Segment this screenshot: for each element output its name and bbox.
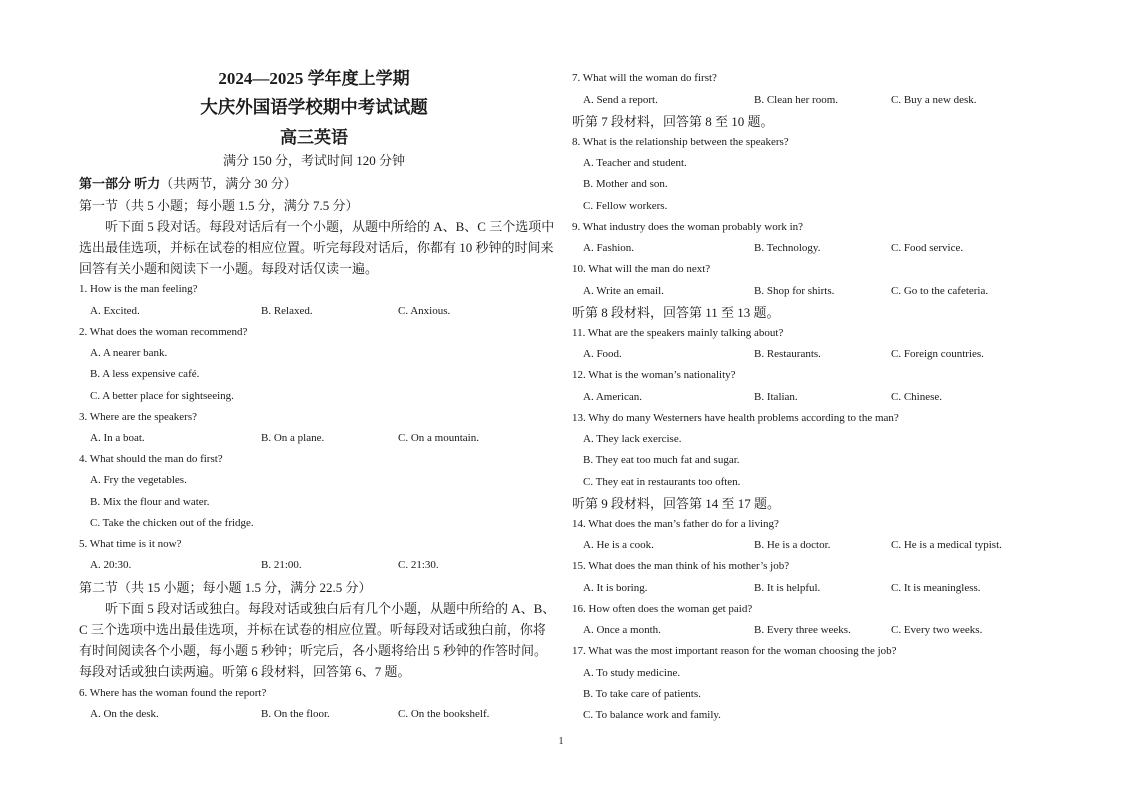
question-15-option-b: B. It is helpful. (754, 581, 821, 594)
question-12-option-c: C. Chinese. (891, 390, 943, 403)
question-14-options (572, 535, 1042, 556)
question-16-text: 16. How often does the woman get paid? (572, 602, 753, 615)
question-5-option-b: B. 21:00. (261, 559, 302, 572)
question-15-text: 15. What does the man think of his mother’s job? (572, 560, 790, 573)
question-6-option-a: A. On the desk. (90, 707, 159, 720)
question-8-option-b: B. Mother and son. (583, 178, 668, 191)
question-17-text: 17. What was the most important reason for the woman choosing the job? (572, 645, 897, 658)
part1-note: （共两节，满分 30 分） (160, 176, 297, 192)
question-13-option-c: C. They eat in restaurants too often. (583, 475, 741, 488)
question-3-option-c: C. On a mountain. (398, 432, 479, 445)
question-16-option-a: A. Once a month. (583, 624, 661, 637)
section2-instruction-line: 每段对话或独白读两遍。听第 6 段材料，回答第 6、7 题。 (79, 664, 411, 680)
exam-title: 大庆外国语学校期中考试试题 (200, 97, 428, 117)
question-5-options (79, 555, 554, 576)
question-15-option-a: A. It is boring. (583, 581, 648, 594)
question-10-options (572, 281, 1042, 302)
question-2-option-b: B. A less expensive café. (90, 368, 200, 381)
question-16-option-b: B. Every three weeks. (754, 624, 851, 637)
material-note-8: 听第 8 段材料，回答第 11 至 13 题。 (572, 304, 780, 320)
page-number: 1 (558, 736, 564, 747)
left-column (79, 173, 554, 725)
question-4-option-b: B. Mix the flour and water. (90, 495, 210, 508)
question-2-option-c: C. A better place for sightseeing. (90, 389, 234, 402)
section1-instruction-line: 听下面 5 段对话。每段对话后有一个小题，从题中所给的 A、B、C 三个选项中 (105, 218, 555, 234)
question-1-options (79, 301, 554, 322)
question-1-text: 1. How is the man feeling? (79, 283, 198, 296)
question-17-option-a: A. To study medicine. (583, 666, 681, 679)
question-17-option-b: B. To take care of patients. (583, 687, 701, 700)
question-9-option-c: C. Food service. (891, 242, 964, 255)
material-note-9: 听第 9 段材料，回答第 14 至 17 题。 (572, 495, 781, 511)
question-14-option-b: B. He is a doctor. (754, 539, 831, 552)
question-12-option-b: B. Italian. (754, 390, 798, 403)
section1-title: 第一节（共 5 小题；每小题 1.5 分，满分 7.5 分） (79, 197, 359, 213)
question-14-option-c: C. He is a medical typist. (891, 539, 1002, 552)
question-10-option-b: B. Shop for shirts. (754, 284, 835, 297)
material-note-7: 听第 7 段材料，回答第 8 至 10 题。 (572, 113, 774, 129)
question-11-option-b: B. Restaurants. (754, 348, 821, 361)
question-3-text: 3. Where are the speakers? (79, 410, 197, 423)
question-11-options (572, 344, 1042, 365)
question-9-option-b: B. Technology. (754, 242, 821, 255)
section2-instruction-line: 听下面 5 段对话或独白。每段对话或独白后有几个小题，从题中所给的 A、B、 (105, 600, 556, 616)
question-14-text: 14. What does the man’s father do for a living? (572, 517, 779, 530)
question-9-options (572, 238, 1042, 259)
question-2-option-a: A. A nearer bank. (90, 347, 168, 360)
question-3-option-b: B. On a plane. (261, 432, 325, 445)
question-13-option-b: B. They eat too much fat and sugar. (583, 454, 740, 467)
question-8-option-a: A. Teacher and student. (583, 157, 687, 170)
question-17-option-c: C. To balance work and family. (583, 708, 721, 721)
question-1-option-b: B. Relaxed. (261, 304, 313, 317)
question-13-option-a: A. They lack exercise. (583, 433, 682, 446)
section2-title: 第二节（共 15 小题；每小题 1.5 分，满分 22.5 分） (79, 579, 372, 595)
question-11-option-c: C. Foreign countries. (891, 348, 984, 361)
question-10-option-a: A. Write an email. (583, 284, 664, 297)
question-7-option-b: B. Clean her room. (754, 93, 839, 106)
question-1-option-c: C. Anxious. (398, 304, 451, 317)
question-14-option-a: A. He is a cook. (583, 539, 654, 552)
section1-instruction-line: 选出最佳选项，并标在试卷的相应位置。听完每段对话后，你都有 10 秒钟的时间来 (79, 240, 554, 256)
question-3-option-a: A. In a boat. (90, 432, 145, 445)
subject-title: 高三英语 (280, 127, 348, 147)
section2-instruction-line: 有时间阅读各个小题，每小题 5 秒钟；听完后，各小题将给出 5 秒钟的作答时间。 (79, 643, 548, 659)
question-16-option-c: C. Every two weeks. (891, 624, 983, 637)
section1-instruction-line: 回答有关小题和阅读下一小题。每段对话仅读一遍。 (79, 261, 379, 277)
question-16-options (572, 620, 1042, 641)
question-6-option-b: B. On the floor. (261, 707, 330, 720)
question-9-text: 9. What industry does the woman probably work in? (572, 220, 804, 233)
part1-label: 第一部分 听力 (79, 176, 161, 192)
question-15-option-c: C. It is meaningless. (891, 581, 981, 594)
question-15-options (572, 578, 1042, 599)
part1-heading (79, 173, 554, 194)
question-6-text: 6. Where has the woman found the report? (79, 686, 267, 699)
question-6-options (79, 704, 554, 725)
question-10-text: 10. What will the man do next? (572, 263, 711, 276)
question-3-options (79, 428, 554, 449)
question-8-text: 8. What is the relationship between the speakers? (572, 136, 789, 149)
question-1-option-a: A. Excited. (90, 304, 140, 317)
question-9-option-a: A. Fashion. (583, 242, 635, 255)
section2-instruction-line: C 三个选项中选出最佳选项，并标在试卷的相应位置。听每段对话或独白前，你将 (79, 621, 546, 637)
question-7-options (572, 90, 1042, 111)
question-12-option-a: A. American. (583, 390, 642, 403)
question-5-text: 5. What time is it now? (79, 538, 182, 551)
score-time-line: 满分 150 分，考试时间 120 分钟 (222, 152, 405, 168)
question-11-text: 11. What are the speakers mainly talking about? (572, 327, 784, 340)
question-12-options (572, 387, 1042, 408)
question-11-option-a: A. Food. (583, 348, 622, 361)
right-column (572, 68, 1042, 726)
year-term-title: 2024—2025 学年度上学期 (218, 69, 410, 88)
question-7-text: 7. What will the woman do first? (572, 72, 717, 85)
question-4-text: 4. What should the man do first? (79, 453, 223, 466)
question-4-option-a: A. Fry the vegetables. (90, 474, 187, 487)
question-5-option-a: A. 20:30. (90, 559, 132, 572)
question-13-text: 13. Why do many Westerners have health problems according to the man? (572, 411, 899, 424)
question-7-option-c: C. Buy a new desk. (891, 93, 977, 106)
question-4-option-c: C. Take the chicken out of the fridge. (90, 516, 254, 529)
question-12-text: 12. What is the woman’s nationality? (572, 369, 736, 382)
question-8-option-c: C. Fellow workers. (583, 199, 668, 212)
question-7-option-a: A. Send a report. (583, 93, 658, 106)
question-5-option-c: C. 21:30. (398, 559, 439, 572)
question-6-option-c: C. On the bookshelf. (398, 707, 490, 720)
question-10-option-c: C. Go to the cafeteria. (891, 284, 989, 297)
question-2-text: 2. What does the woman recommend? (79, 325, 248, 338)
